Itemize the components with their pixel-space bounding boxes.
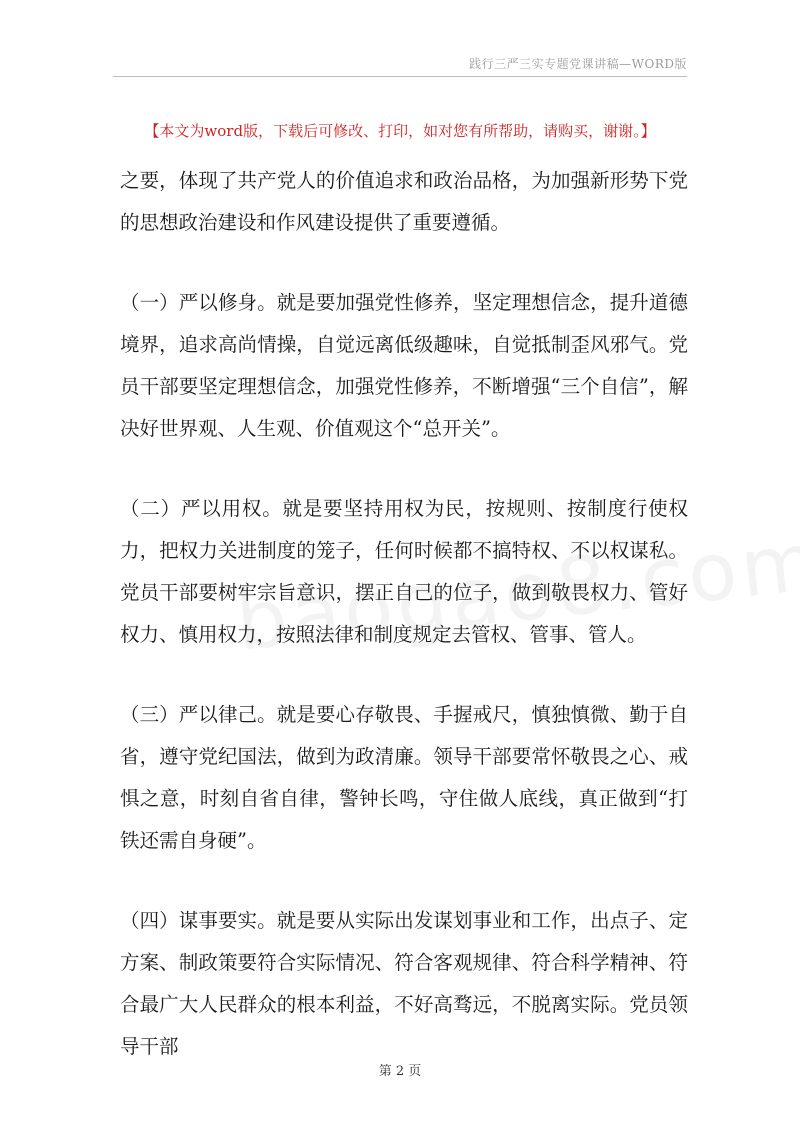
- paragraph-use-of-power: （二）严以用权。就是要坚持用权为民，按规则、按制度行使权力，把权力关进制度的笼子，任何时候都不搞特权、不以权谋私。党员干部要树牢宗旨意识，摆正自己的位子，做到敬畏权力、管好权力、慎用权力，按照法律和制度规定去管权、管事、管人。: [120, 497, 688, 646]
- header-title: 践行三严三实专题党课讲稿—WORD版: [469, 57, 687, 71]
- paragraph-practical-planning: （四）谋事要实。就是要从实际出发谋划事业和工作，出点子、定方案、制政策要符合实际情况、符合客观规律、符合科学精神、符合最广大人民群众的根本利益，不好高骛远，不脱离实际。党员领导干部: [120, 909, 688, 1058]
- download-notice: 【本文为word版，下载后可修改、打印，如对您有所帮助，请购买，谢谢。】: [144, 122, 656, 140]
- page-header: [113, 50, 687, 77]
- page-number: 第 2 页: [378, 1064, 422, 1079]
- paragraph-intro: 之要，体现了共产党人的价值追求和政治品格，为加强新形势下党的思想政治建设和作风建设提供了重要遵循。: [120, 169, 688, 234]
- paragraph-self-discipline: （三）严以律己。就是要心存敬畏、手握戒尺，慎独慎微、勤于自省，遵守党纪国法，做到为政清廉。领导干部要常怀敬畏之心、戒惧之意，时刻自省自律，警钟长鸣，守住做人底线，真正做到“打铁还需自身硬”。: [120, 703, 688, 852]
- paragraph-self-cultivation: （一）严以修身。就是要加强党性修养，坚定理想信念，提升道德境界，追求高尚情操，自觉远离低级趣味，自觉抵制歪风邪气。党员干部要坚定理想信念，加强党性修养，不断增强“三个自信”，解决好世界观、人生观、价值观这个“总开关”。: [120, 291, 688, 440]
- document-body: [120, 160, 688, 1068]
